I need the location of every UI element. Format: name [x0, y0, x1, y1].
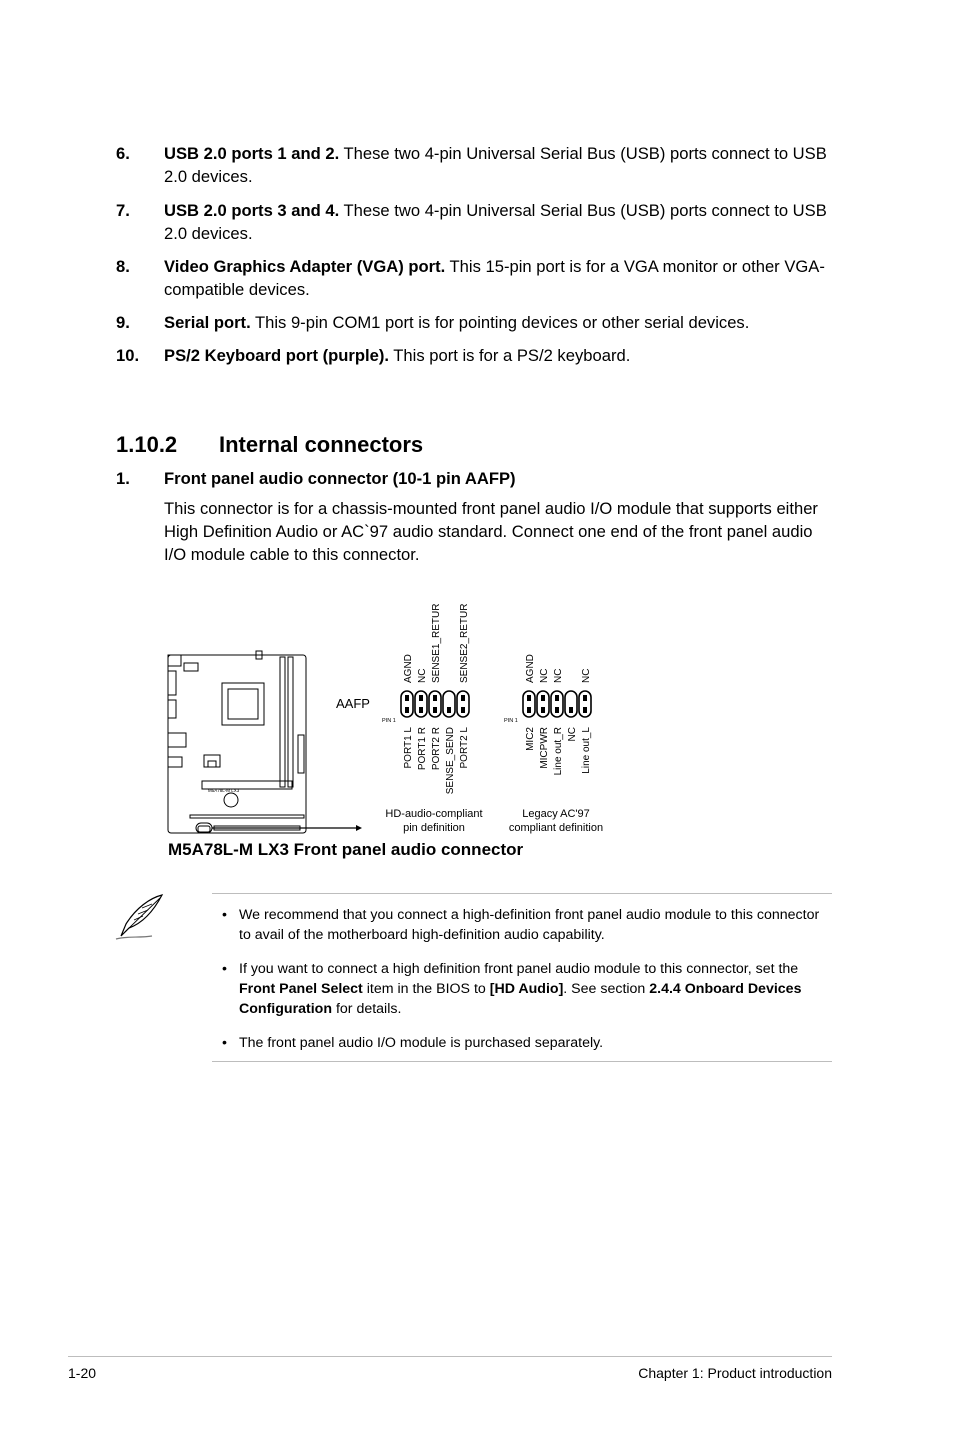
svg-text:Line out_R: Line out_R — [553, 727, 564, 776]
svg-text:pin definition: pin definition — [403, 822, 465, 834]
svg-text:MIC2: MIC2 — [525, 727, 536, 751]
description-paragraph: This connector is for a chassis-mounted front panel audio I/O module that supports either High Definition Audio or AC`97 audio standard. Connect one end of the front panel audio I/O module cable to this connector. — [164, 499, 818, 564]
svg-text:Legacy AC'97: Legacy AC'97 — [522, 808, 590, 820]
hd-audio-header — [382, 604, 483, 834]
svg-text:PORT1 R: PORT1 R — [417, 727, 428, 771]
svg-text:NC: NC — [539, 668, 550, 683]
connector-diagram — [160, 585, 630, 845]
svg-text:SENSE1_RETUR: SENSE1_RETUR — [431, 603, 442, 683]
svg-text:NC: NC — [581, 668, 592, 683]
aafp-label: AAFP — [336, 696, 370, 711]
svg-text:SENSE2_RETUR: SENSE2_RETUR — [459, 603, 470, 683]
board-label: M5A78L-M LX3 — [208, 788, 240, 793]
note-text: If you want to connect a high definition front panel audio module to this connector, set the Front Panel Select item in the BIOS to [HD Audio]. See section 2.4.4 Onboard Devices Configuration for details. — [239, 961, 802, 1017]
svg-text:PORT2 L: PORT2 L — [459, 727, 470, 769]
note-bottom-rule — [212, 1061, 832, 1062]
svg-text:compliant definition: compliant definition — [508, 822, 604, 834]
svg-text:PIN 1: PIN 1 — [504, 718, 518, 724]
svg-text:SENSE_SEND: SENSE_SEND — [445, 727, 456, 795]
svg-text:NC: NC — [417, 668, 428, 683]
svg-text:NC: NC — [567, 727, 578, 742]
note-text: The front panel audio I/O module is purchased separately. — [239, 1035, 604, 1051]
svg-text:MICPWR: MICPWR — [539, 727, 550, 769]
svg-text:AGND: AGND — [525, 654, 536, 683]
note-top-rule — [212, 893, 832, 894]
svg-text:PORT1 L: PORT1 L — [403, 727, 414, 769]
figure-caption: M5A78L-M LX3 Front panel audio connector — [168, 840, 524, 859]
svg-text:AGND: AGND — [403, 654, 414, 683]
subsection-heading: 1. Front panel audio connector (10-1 pin AAFP) — [116, 469, 516, 488]
motherboard-illustration — [168, 651, 306, 833]
svg-text:NC: NC — [553, 668, 564, 683]
legacy-ac97-header — [504, 654, 603, 834]
svg-text:PIN 1: PIN 1 — [382, 718, 396, 724]
svg-text:HD-audio-compliant: HD-audio-compliant — [385, 808, 483, 820]
footer-rule — [68, 1356, 832, 1357]
page-number: 1-20 — [68, 1365, 97, 1381]
svg-text:PORT2 R: PORT2 R — [431, 727, 442, 771]
feather-pen-icon — [112, 892, 168, 944]
note-text: We recommend that you connect a high-definition front panel audio module to this connector to avail of the motherboard high-definition audio capability. — [239, 907, 820, 943]
svg-text:Line out_L: Line out_L — [581, 727, 592, 774]
chapter-title: Chapter 1: Product introduction — [638, 1365, 832, 1381]
